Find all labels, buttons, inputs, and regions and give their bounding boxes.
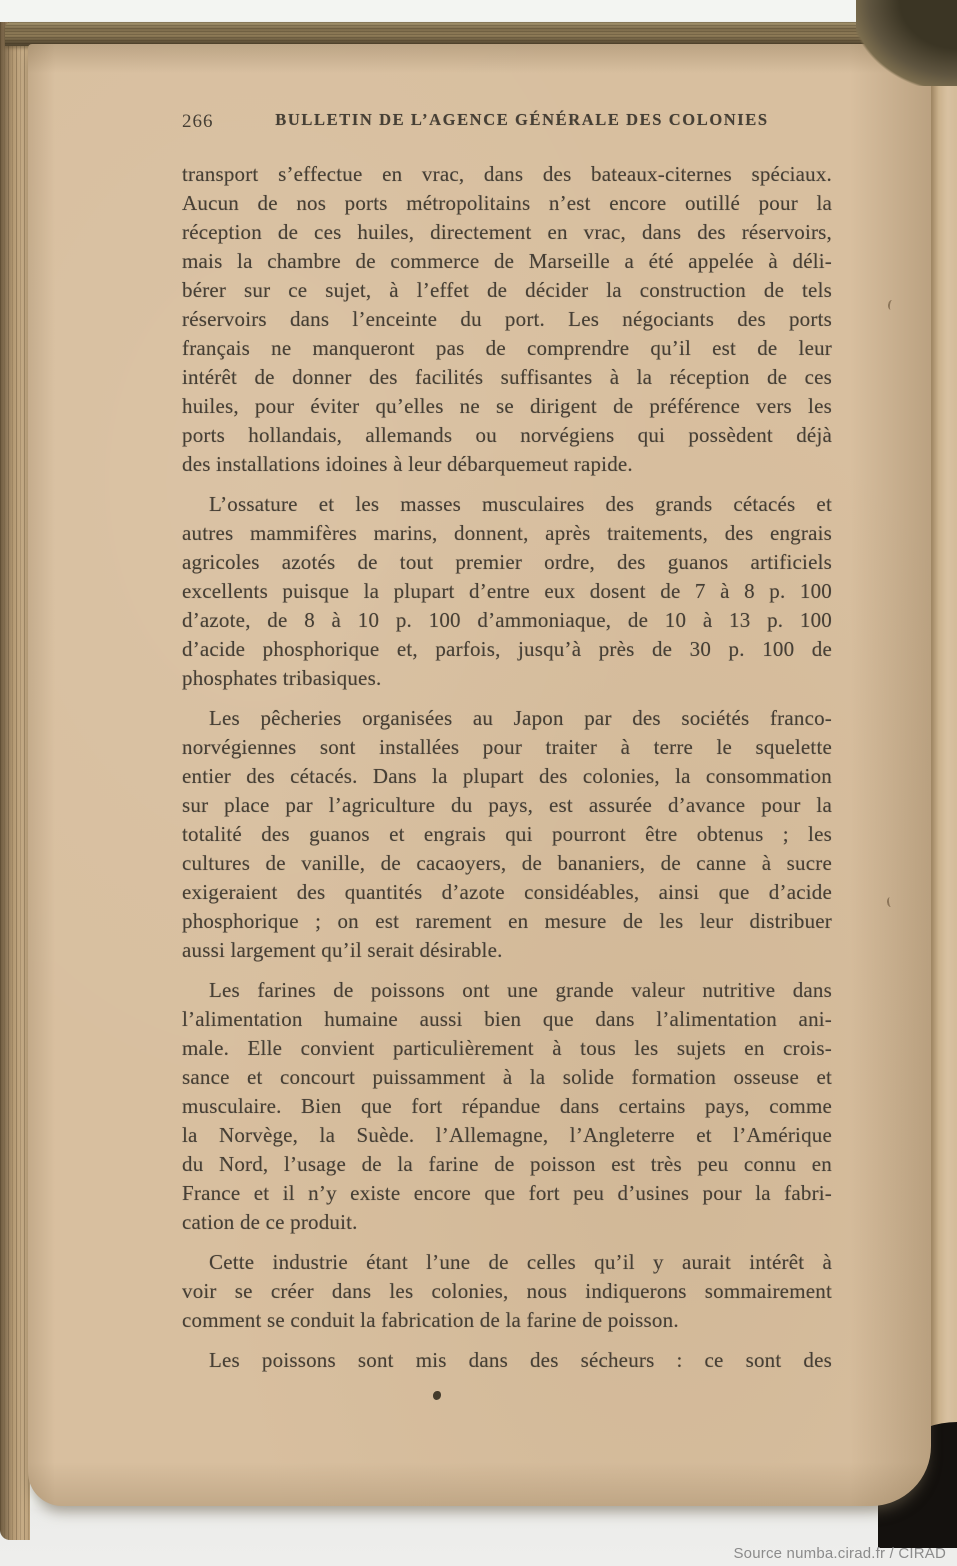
text-line: Les poissons sont mis dans des sécheurs : ce sont des — [209, 1348, 832, 1372]
text-line: excellents puisque la plupart d’entre eux dosent de 7 à 8 p. 100 — [182, 579, 832, 603]
viewer-footer — [0, 1538, 957, 1566]
running-head-title: BULLETIN DE L’AGENCE GÉNÉRALE DES COLONIES — [275, 110, 769, 129]
text-line: huiles, pour éviter qu’elles ne se dirigent de préférence vers les — [182, 394, 832, 418]
text-line: agricoles azotés de tout premier ordre, des guanos artificiels — [182, 550, 832, 574]
text-line: Les pêcheries organisées au Japon par des sociétés franco- — [209, 706, 832, 730]
text-line: réservoirs dans l’enceinte du port. Les négociants des ports — [182, 307, 832, 331]
text-line: sur place par l’agriculture du pays, est assurée d’avance pour la — [182, 793, 832, 817]
text-line: mais la chambre de commerce de Marseille a été appelée à déli- — [182, 249, 832, 273]
text-line: voir se créer dans les colonies, nous indiquerons sommairement — [182, 1279, 832, 1303]
text-line: norvégiennes sont installées pour traiter à terre le squelette — [182, 735, 832, 759]
running-head — [182, 110, 832, 136]
text-line: entier des cétacés. Dans la plupart des colonies, la consommation — [182, 764, 832, 788]
paragraph — [182, 490, 832, 693]
source-attribution: Source numba.cirad.fr / CIRAD — [733, 1545, 946, 1562]
text-line: la Norvège, la Suède. l’Allemagne, l’Angleterre et l’Amérique — [182, 1123, 832, 1147]
page-number: 266 — [182, 111, 214, 132]
top-page-edges — [5, 22, 903, 46]
text-line: français ne manqueront pas de comprendre qu’il est de leur — [182, 336, 832, 360]
text-line: ports hollandais, allemands ou norvégiens qui possèdent déjà — [182, 423, 832, 447]
text-line: d’azote, de 8 à 10 p. 100 d’ammoniaque, de 10 à 13 p. 100 — [182, 608, 832, 632]
facing-page-gutter — [931, 48, 957, 1448]
text-line: Les farines de poissons ont une grande valeur nutritive dans — [209, 978, 832, 1002]
left-page-edges — [0, 22, 30, 1540]
text-line: sance et concourt puissamment à la solide formation osseuse et — [182, 1065, 832, 1089]
book-page — [28, 44, 931, 1506]
text-line: l’alimentation humaine aussi bien que dans l’alimentation ani- — [182, 1007, 832, 1031]
text-line: male. Elle convient particulièrement à tous les sujets en crois- — [182, 1036, 832, 1060]
gutter-mark — [887, 300, 895, 311]
text-line: d’acide phosphorique et, parfois, jusqu’à près de 30 p. 100 de — [182, 637, 832, 661]
text-line: musculaire. Bien que fort répandue dans certains pays, comme — [182, 1094, 832, 1118]
paragraph — [182, 704, 832, 965]
text-line: Cette industrie étant l’une de celles qu’il y aurait intérêt à — [209, 1250, 832, 1274]
text-line: Aucun de nos ports métropolitains n’est encore outillé pour la — [182, 191, 832, 215]
text-line: cultures de vanille, de cacaoyers, de bananiers, de canne à sucre — [182, 851, 832, 875]
text-line: réception de ces huiles, directement en vrac, dans des réservoirs, — [182, 220, 832, 244]
text-line: comment se conduit la fabrication de la farine de poisson. — [182, 1308, 679, 1332]
text-line: des installations idoines à leur débarquemeut rapide. — [182, 452, 633, 476]
ink-dot — [433, 1391, 441, 1400]
text-line: aussi largement qu’il serait désirable. — [182, 938, 503, 962]
text-line: du Nord, l’usage de la farine de poisson est très peu connu en — [182, 1152, 832, 1176]
paragraph — [182, 160, 832, 479]
text-line: bérer sur ce sujet, à l’effet de décider la construction de tels — [182, 278, 832, 302]
text-line: phosphorique ; on est rarement en mesure de les leur distribuer — [182, 909, 832, 933]
gutter-mark — [886, 897, 894, 908]
text-line: France et il n’y existe encore que fort peu d’usines pour la fabri- — [182, 1181, 832, 1205]
text-line: transport s’effectue en vrac, dans des bateaux-citernes spéciaux. — [182, 162, 832, 186]
paragraph — [182, 1346, 832, 1375]
paragraph — [182, 976, 832, 1237]
text-line: exigeraient des quantités d’azote considéables, ainsi que d’acide — [182, 880, 832, 904]
text-line: totalité des guanos et engrais qui pourront être obtenus ; les — [182, 822, 832, 846]
text-line: cation de ce produit. — [182, 1210, 358, 1234]
text-block — [182, 160, 832, 1375]
paragraph — [182, 1248, 832, 1335]
book-corner-dark — [856, 0, 957, 86]
text-line: L’ossature et les masses musculaires des grands cétacés et — [209, 492, 832, 516]
text-line: autres mammifères marins, donnent, après traitements, des engrais — [182, 521, 832, 545]
text-line: intérêt de donner des facilités suffisantes à la réception de ces — [182, 365, 832, 389]
text-line: phosphates tribasiques. — [182, 666, 382, 690]
